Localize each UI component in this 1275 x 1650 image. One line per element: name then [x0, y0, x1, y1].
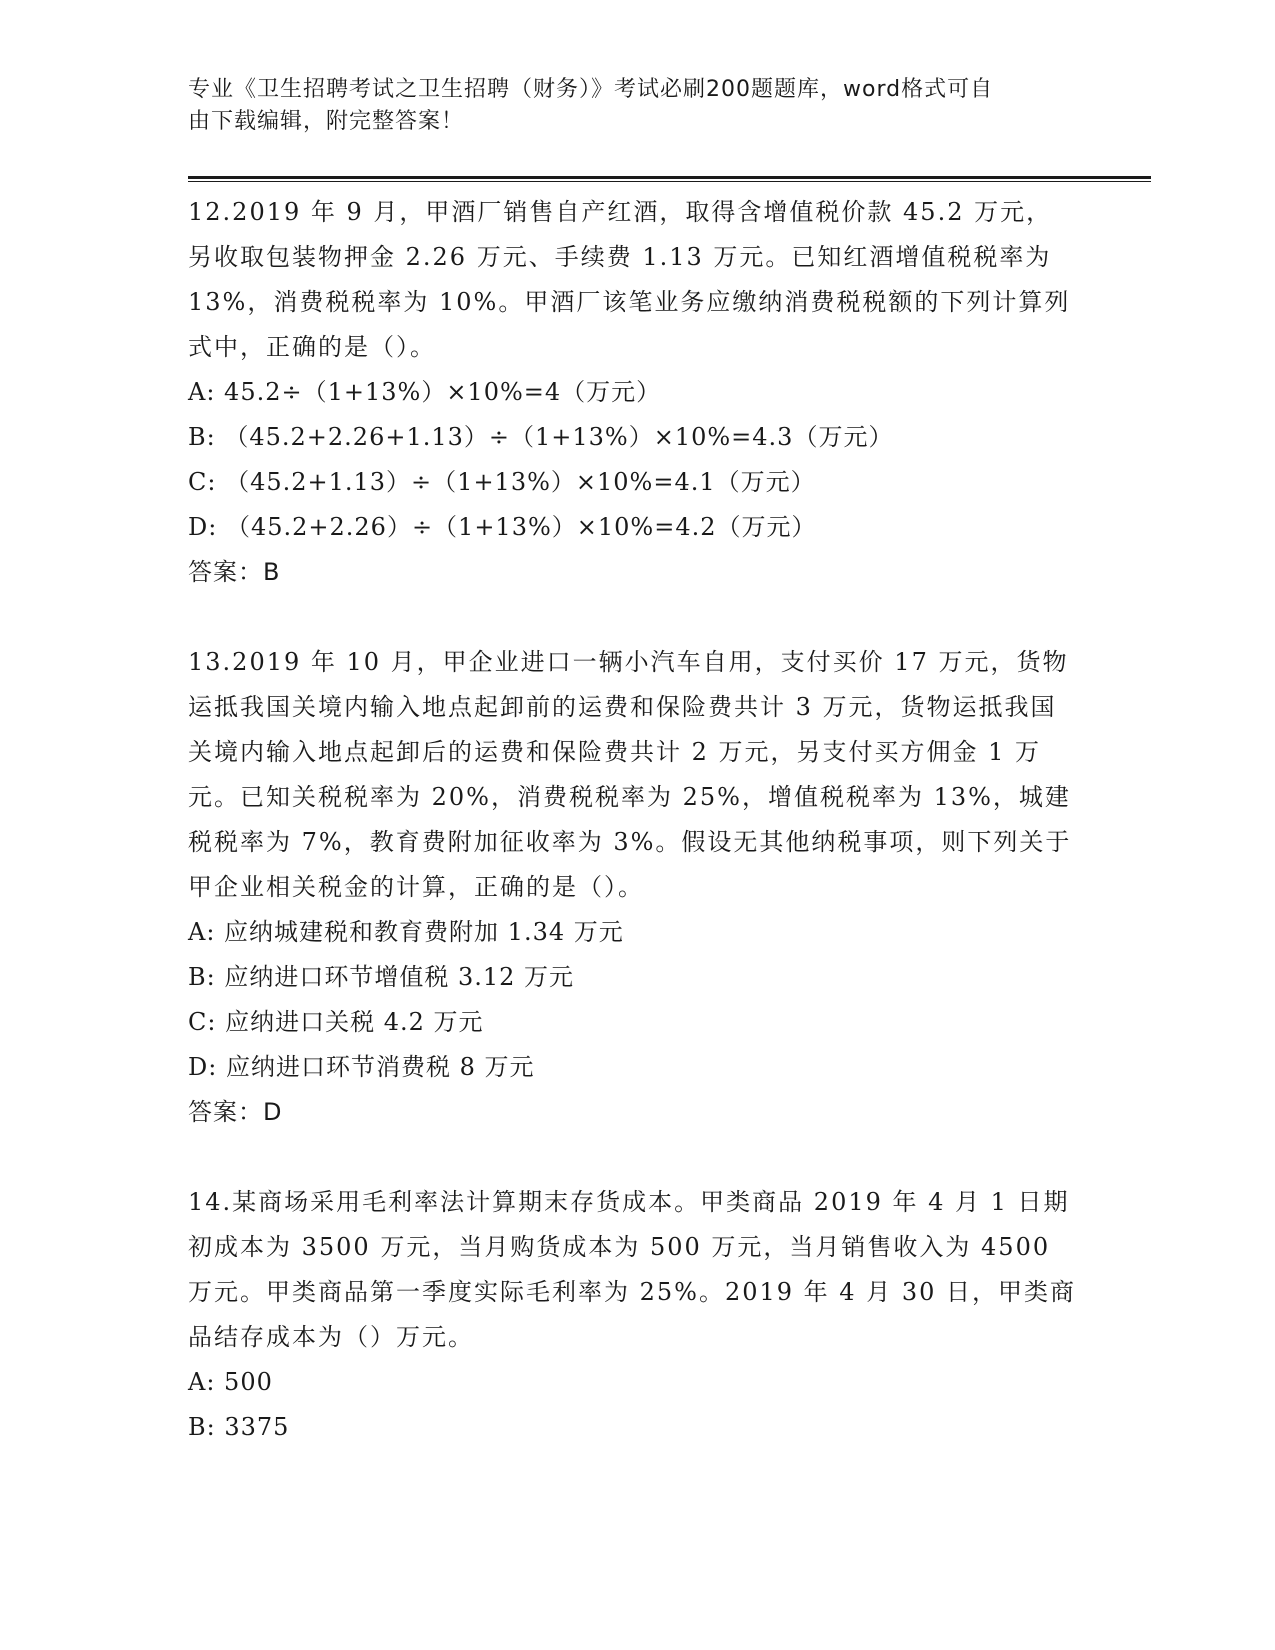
header-divider-thin	[188, 181, 1151, 182]
answer-line: 答案：D	[188, 1098, 283, 1126]
question-list	[188, 190, 1078, 1450]
answer-line: 答案：B	[188, 558, 281, 586]
option-c: C: 应纳进口关税 4.2 万元	[188, 1008, 484, 1036]
option-a: A: 应纳城建税和教育费附加 1.34 万元	[188, 918, 624, 946]
header-divider-thick	[188, 176, 1151, 179]
option-d: D: （45.2+2.26）÷（1+13%）×10%=4.2（万元）	[188, 513, 817, 541]
option-b: B: （45.2+2.26+1.13）÷（1+13%）×10%=4.3（万元）	[188, 423, 894, 451]
question-12	[188, 190, 1078, 595]
option-b: B: 3375	[188, 1413, 290, 1441]
option-a: A: 45.2÷（1+13%）×10%=4（万元）	[188, 378, 662, 406]
option-d: D: 应纳进口环节消费税 8 万元	[188, 1053, 535, 1081]
question-14	[188, 1180, 1078, 1450]
document-header	[188, 74, 1068, 138]
option-b: B: 应纳进口环节增值税 3.12 万元	[188, 963, 575, 991]
question-stem: 12.2019 年 9 月，甲酒厂销售自产红酒，取得含增值税价款 45.2 万元，另收取包装物押金 2.26 万元、手续费 1.13 万元。已知红酒增值税税率为 13%，消费税税率为 10%。甲酒厂该笔业务应缴纳消费税税额的下列计算列式中，正确的是（）。	[188, 198, 1071, 361]
question-stem: 13.2019 年 10 月，甲企业进口一辆小汽车自用，支付买价 17 万元，货物运抵我国关境内输入地点起卸前的运费和保险费共计 3 万元，货物运抵我国关境内输入地点起卸后的运费和保险费共计 2 万元，另支付买方佣金 1 万元。已知关税税率为 20%，消费税税率为 25%，增值税税率为 13%，城建税税率为 7%，教育费附加征收率为 3%。假设无其他纳税事项，则下列关于甲企业相关税金的计算，正确的是（）。	[188, 648, 1072, 901]
header-line-1: 专业《卫生招聘考试之卫生招聘（财务）》考试必刷200题题库，word格式可自	[188, 77, 994, 102]
question-stem: 14.某商场采用毛利率法计算期末存货成本。甲类商品 2019 年 4 月 1 日期初成本为 3500 万元，当月购货成本为 500 万元，当月销售收入为 4500 万元。甲类商品第一季度实际毛利率为 25%。2019 年 4 月 30 日，甲类商品结存成本为（）万元。	[188, 1188, 1077, 1351]
option-a: A: 500	[188, 1368, 273, 1396]
option-c: C: （45.2+1.13）÷（1+13%）×10%=4.1（万元）	[188, 468, 816, 496]
question-spacer	[188, 1135, 1078, 1180]
question-13	[188, 640, 1078, 1135]
question-spacer	[188, 595, 1078, 640]
header-line-2: 由下载编辑，附完整答案！	[188, 109, 465, 134]
